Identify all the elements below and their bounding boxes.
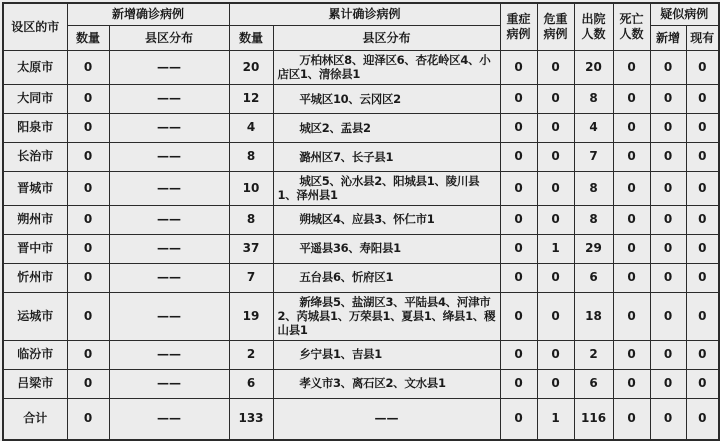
cell-new_count: 0: [67, 292, 109, 340]
cell-critical: 0: [537, 171, 574, 205]
cell-critical: 0: [537, 263, 574, 292]
cell-critical: 0: [537, 205, 574, 234]
cell-cum_dist: 城区5、沁水县2、阳城县1、陵川县1、泽州县1: [273, 171, 500, 205]
cell-susp_current: 0: [686, 205, 719, 234]
table-body: [3, 51, 719, 440]
cell-susp_new: 0: [650, 398, 686, 440]
cell-city: 吕梁市: [3, 369, 67, 398]
cell-critical: 0: [537, 369, 574, 398]
cell-new_dist: ——: [109, 142, 229, 171]
cell-cum_dist: 朔城区4、应县3、怀仁市1: [273, 205, 500, 234]
cell-deaths: 0: [613, 398, 650, 440]
cell-cum_dist: 孝义市3、离石区2、文水县1: [273, 369, 500, 398]
header-suspected-group: 疑似病例: [650, 3, 719, 26]
header-deaths: 死亡人数: [613, 3, 650, 51]
table-row: [3, 292, 719, 340]
cell-discharged: 6: [574, 263, 613, 292]
cell-city: 运城市: [3, 292, 67, 340]
cell-city: 长治市: [3, 142, 67, 171]
cell-critical: 0: [537, 292, 574, 340]
header-city: 设区的市: [3, 3, 67, 51]
cell-susp_current: 0: [686, 398, 719, 440]
cell-new_count: 0: [67, 142, 109, 171]
cell-city: 临汾市: [3, 340, 67, 369]
header-suspected-new: 新增: [650, 26, 686, 51]
cell-severe: 0: [500, 51, 537, 85]
table-row-total: [3, 398, 719, 440]
header-critical: 危重病例: [537, 3, 574, 51]
cell-cum_dist: 乡宁县1、吉县1: [273, 340, 500, 369]
header-cumulative-district-distribution: 县区分布: [273, 26, 500, 51]
cell-new_count: 0: [67, 340, 109, 369]
cell-new_count: 0: [67, 205, 109, 234]
cell-cum_dist: ——: [273, 398, 500, 440]
cell-discharged: 2: [574, 340, 613, 369]
cell-susp_current: 0: [686, 142, 719, 171]
cell-cum_count: 20: [229, 51, 273, 85]
cell-city: 晋城市: [3, 171, 67, 205]
table-row: [3, 171, 719, 205]
cell-new_count: 0: [67, 51, 109, 85]
cell-cum_count: 8: [229, 205, 273, 234]
cell-severe: 0: [500, 369, 537, 398]
cell-cum_count: 19: [229, 292, 273, 340]
header-new-count: 数量: [67, 26, 109, 51]
cell-new_dist: ——: [109, 292, 229, 340]
cell-susp_new: 0: [650, 340, 686, 369]
header-cumulative-confirmed-group: 累计确诊病例: [229, 3, 500, 26]
cell-new_count: 0: [67, 113, 109, 142]
cell-severe: 0: [500, 234, 537, 263]
epidemic-stats-table: [2, 2, 720, 441]
cell-critical: 0: [537, 84, 574, 113]
cell-cum_dist: 五台县6、忻府区1: [273, 263, 500, 292]
cell-severe: 0: [500, 292, 537, 340]
cell-severe: 0: [500, 398, 537, 440]
table-row: [3, 113, 719, 142]
cell-severe: 0: [500, 113, 537, 142]
header-cumulative-count: 数量: [229, 26, 273, 51]
cell-city: 太原市: [3, 51, 67, 85]
table-row: [3, 205, 719, 234]
cell-new_count: 0: [67, 263, 109, 292]
cell-cum_count: 133: [229, 398, 273, 440]
cell-critical: 1: [537, 398, 574, 440]
cell-discharged: 8: [574, 84, 613, 113]
cell-discharged: 7: [574, 142, 613, 171]
cell-severe: 0: [500, 84, 537, 113]
header-discharged: 出院人数: [574, 3, 613, 51]
table-row: [3, 51, 719, 85]
cell-new_count: 0: [67, 234, 109, 263]
cell-cum_dist: 万柏林区8、迎泽区6、杏花岭区4、小店区1、清徐县1: [273, 51, 500, 85]
cell-severe: 0: [500, 205, 537, 234]
cell-deaths: 0: [613, 340, 650, 369]
header-severe: 重症病例: [500, 3, 537, 51]
cell-severe: 0: [500, 263, 537, 292]
table-row: [3, 84, 719, 113]
table-row: [3, 340, 719, 369]
cell-susp_current: 0: [686, 234, 719, 263]
cell-new_dist: ——: [109, 113, 229, 142]
table-header: [3, 3, 719, 51]
cell-discharged: 8: [574, 171, 613, 205]
cell-susp_current: 0: [686, 369, 719, 398]
cell-susp_new: 0: [650, 234, 686, 263]
cell-new_dist: ——: [109, 234, 229, 263]
cell-cum_dist: 平城区10、云冈区2: [273, 84, 500, 113]
cell-susp_new: 0: [650, 171, 686, 205]
cell-deaths: 0: [613, 142, 650, 171]
cell-susp_current: 0: [686, 51, 719, 85]
cell-new_dist: ——: [109, 369, 229, 398]
cell-city: 大同市: [3, 84, 67, 113]
cell-discharged: 116: [574, 398, 613, 440]
cell-deaths: 0: [613, 84, 650, 113]
cell-discharged: 4: [574, 113, 613, 142]
cell-cum_dist: 潞州区7、长子县1: [273, 142, 500, 171]
table-row: [3, 142, 719, 171]
cell-cum_count: 8: [229, 142, 273, 171]
cell-susp_current: 0: [686, 171, 719, 205]
cell-new_dist: ——: [109, 171, 229, 205]
cell-new_count: 0: [67, 84, 109, 113]
cell-susp_new: 0: [650, 84, 686, 113]
cell-susp_new: 0: [650, 113, 686, 142]
cell-cum_count: 7: [229, 263, 273, 292]
header-suspected-current: 现有: [686, 26, 719, 51]
cell-severe: 0: [500, 142, 537, 171]
cell-susp_new: 0: [650, 369, 686, 398]
cell-deaths: 0: [613, 263, 650, 292]
cell-critical: 0: [537, 51, 574, 85]
cell-susp_current: 0: [686, 340, 719, 369]
cell-susp_new: 0: [650, 142, 686, 171]
cell-new_dist: ——: [109, 205, 229, 234]
cell-susp_new: 0: [650, 263, 686, 292]
table-row: [3, 234, 719, 263]
cell-new_dist: ——: [109, 398, 229, 440]
cell-cum_count: 6: [229, 369, 273, 398]
cell-discharged: 20: [574, 51, 613, 85]
cell-susp_new: 0: [650, 292, 686, 340]
cell-susp_new: 0: [650, 205, 686, 234]
cell-new_count: 0: [67, 171, 109, 205]
cell-susp_current: 0: [686, 113, 719, 142]
cell-new_count: 0: [67, 398, 109, 440]
header-new-confirmed-group: 新增确诊病例: [67, 3, 229, 26]
cell-cum_count: 10: [229, 171, 273, 205]
cell-deaths: 0: [613, 205, 650, 234]
cell-critical: 0: [537, 113, 574, 142]
table-row: [3, 369, 719, 398]
cell-discharged: 18: [574, 292, 613, 340]
cell-city: 晋中市: [3, 234, 67, 263]
cell-new_count: 0: [67, 369, 109, 398]
cell-deaths: 0: [613, 113, 650, 142]
cell-critical: 0: [537, 340, 574, 369]
cell-cum_count: 2: [229, 340, 273, 369]
cell-deaths: 0: [613, 234, 650, 263]
cell-susp_current: 0: [686, 84, 719, 113]
cell-severe: 0: [500, 340, 537, 369]
cell-discharged: 29: [574, 234, 613, 263]
table-row: [3, 263, 719, 292]
epidemic-report-page: [0, 2, 720, 426]
cell-deaths: 0: [613, 292, 650, 340]
cell-new_dist: ——: [109, 340, 229, 369]
cell-cum_count: 4: [229, 113, 273, 142]
cell-city: 朔州市: [3, 205, 67, 234]
cell-new_dist: ——: [109, 84, 229, 113]
cell-cum_dist: 新绛县5、盐湖区3、平陆县4、河津市2、芮城县1、万荣县1、夏县1、绛县1、稷山县1: [273, 292, 500, 340]
cell-discharged: 8: [574, 205, 613, 234]
cell-discharged: 6: [574, 369, 613, 398]
cell-deaths: 0: [613, 171, 650, 205]
cell-susp_current: 0: [686, 292, 719, 340]
cell-cum_count: 37: [229, 234, 273, 263]
cell-city: 合计: [3, 398, 67, 440]
cell-critical: 0: [537, 142, 574, 171]
cell-city: 忻州市: [3, 263, 67, 292]
header-row-1: [3, 3, 719, 26]
cell-deaths: 0: [613, 51, 650, 85]
cell-new_dist: ——: [109, 51, 229, 85]
cell-susp_current: 0: [686, 263, 719, 292]
header-new-district-distribution: 县区分布: [109, 26, 229, 51]
cell-critical: 1: [537, 234, 574, 263]
cell-cum_dist: 城区2、盂县2: [273, 113, 500, 142]
cell-city: 阳泉市: [3, 113, 67, 142]
cell-deaths: 0: [613, 369, 650, 398]
cell-susp_new: 0: [650, 51, 686, 85]
cell-cum_dist: 平遥县36、寿阳县1: [273, 234, 500, 263]
cell-new_dist: ——: [109, 263, 229, 292]
cell-cum_count: 12: [229, 84, 273, 113]
cell-severe: 0: [500, 171, 537, 205]
